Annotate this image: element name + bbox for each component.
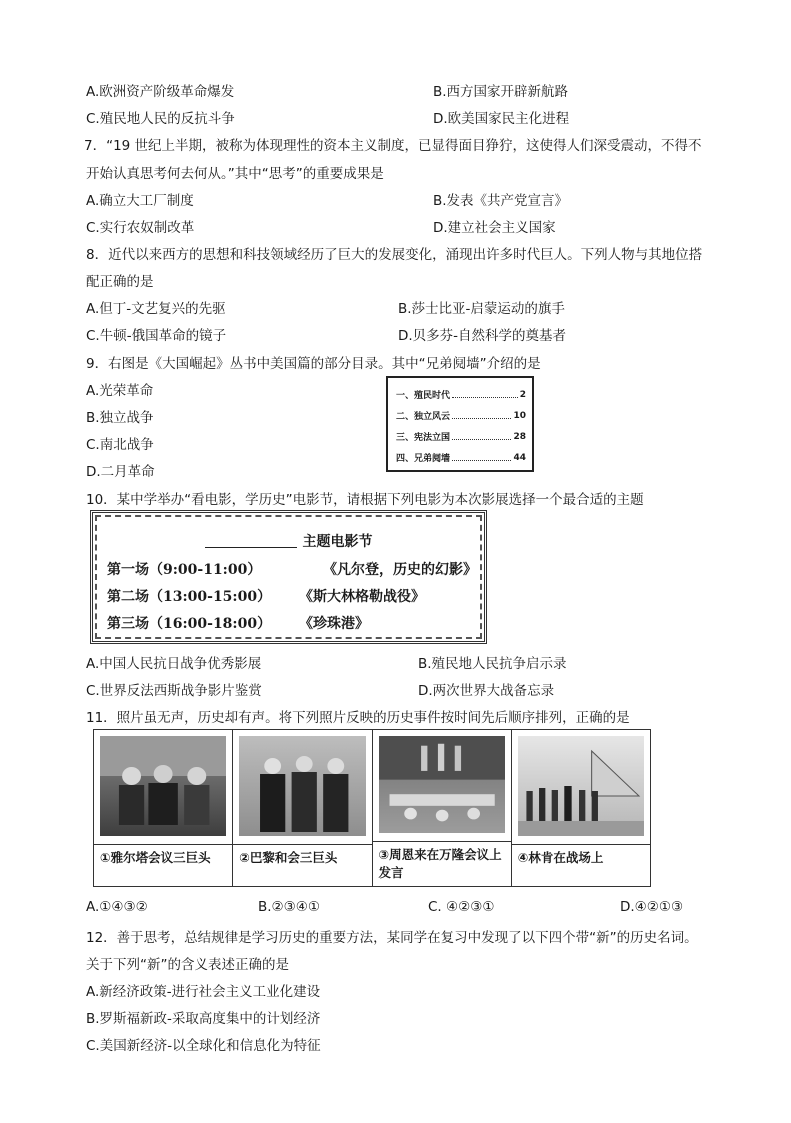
q12-option-a: A.新经济政策-进行社会主义工业化建设 [86,984,321,1000]
film-festival-box [90,510,487,644]
q9-option-b: B.独立战争 [86,410,154,426]
lincoln-photo [518,736,644,836]
toc-leader [452,454,511,461]
q7-stem-line1: 7．“19 世纪上半期，被称为体现理性的资本主义制度，已显得面目狰狞，这使得人们深受震动，不得不 [84,138,702,154]
session-slot: 第三场（16:00-18:00） [107,616,272,632]
q9-stem: 9．右图是《大国崛起》丛书中美国篇的部分目录。其中“兄弟阋墙”介绍的是 [86,356,541,372]
toc-leader [452,391,518,398]
q8-stem-line2: 配正确的是 [86,274,154,290]
toc-title: 三、宪法立国 [396,433,451,443]
q11-option-c: C. ④②③① [428,899,495,915]
photo-caption: ①雅尔塔会议三巨头 [94,844,232,886]
q12-option-b: B.罗斯福新政-采取高度集中的计划经济 [86,1011,321,1027]
q10-option-c: C.世界反法西斯战争影片鉴赏 [86,683,262,699]
toc-row [396,447,526,468]
toc-row [396,426,526,447]
toc-row [396,384,526,405]
toc-title: 二、独立风云 [396,412,451,422]
toc-page: 44 [513,452,526,463]
photo-caption: ②巴黎和会三巨头 [233,844,371,886]
q7-option-c: C.实行农奴制改革 [86,220,195,236]
festival-title-text: 主题电影节 [302,534,373,550]
q11-option-a: A.①④③② [86,899,148,915]
q11-stem: 11．照片虽无声，历史却有声。将下列照片反映的历史事件按时间先后顺序排列，正确的是 [86,710,630,726]
toc-leader [452,412,511,419]
photo-cell [233,730,372,886]
photo-caption: ④林肯在战场上 [512,844,650,886]
photo-cell [373,730,512,886]
q12-stem-line1: 12．善于思考，总结规律是学习历史的重要方法，某同学在复习中发现了以下四个带“新”的历史名词。 [86,930,698,946]
photo-caption: ③周恩来在万隆会议上发言 [373,841,511,886]
q8-option-d: D.贝多芬-自然科学的奠基者 [398,328,567,344]
q7-stem-line2: 开始认真思考何去何从。”其中“思考”的重要成果是 [86,166,384,182]
q8-option-b: B.莎士比亚-启蒙运动的旗手 [398,301,565,317]
table-of-contents-figure [386,376,534,472]
toc-row [396,405,526,426]
q8-option-c: C.牛顿-俄国革命的镜子 [86,328,227,344]
q7-option-a: A.确立大工厂制度 [86,193,194,209]
q11-option-b: B.②③④① [258,899,320,915]
q6-option-c: C.殖民地人民的反抗斗争 [86,111,235,127]
photo-cell [94,730,233,886]
session-slot: 第一场（9:00-11:00） [107,562,262,578]
session-slot: 第二场（13:00-15:00） [107,589,272,605]
toc-page: 28 [513,431,526,442]
q10-option-d: D.两次世界大战备忘录 [418,683,555,699]
bandung-photo [379,736,505,833]
q6-option-b: B.西方国家开辟新航路 [433,84,569,100]
festival-title [93,531,484,551]
q9-option-a: A.光荣革命 [86,383,154,399]
photo-strip [93,729,651,887]
toc-page: 2 [519,389,526,400]
q9-option-c: C.南北战争 [86,437,154,453]
q12-option-c: C.美国新经济-以全球化和信息化为特征 [86,1038,321,1054]
paris-conference-photo [239,736,365,836]
photo-cell [512,730,650,886]
toc-title: 一、殖民时代 [396,391,451,401]
q11-option-d: D.④②①③ [620,899,684,915]
session-film: 《凡尔登，历史的幻影》 [323,562,477,578]
yalta-photo [100,736,226,836]
q10-option-a: A.中国人民抗日战争优秀影展 [86,656,262,672]
answer-blank [205,547,297,548]
q8-stem-line1: 8．近代以来西方的思想和科技领域经历了巨大的发展变化，涌现出许多时代巨人。下列人物与其地位搭 [86,247,703,263]
toc-leader [452,433,511,440]
q8-option-a: A.但丁-文艺复兴的先驱 [86,301,226,317]
q10-stem: 10．某中学举办“看电影，学历史”电影节，请根据下列电影为本次影展选择一个最合适的主题 [86,492,644,508]
toc-page: 10 [513,410,526,421]
q7-option-d: D.建立社会主义国家 [433,220,556,236]
q7-option-b: B.发表《共产党宣言》 [433,193,569,209]
q10-option-b: B.殖民地人民抗争启示录 [418,656,567,672]
q12-stem-line2: 关于下列“新”的含义表述正确的是 [86,957,289,973]
q9-option-d: D.二月革命 [86,464,155,480]
toc-title: 四、兄弟阋墙 [396,454,451,464]
q6-option-d: D.欧美国家民主化进程 [433,111,570,127]
session-film: 《珍珠港》 [299,616,369,632]
session-film: 《斯大林格勒战役》 [299,589,425,605]
q6-option-a: A.欧洲资产阶级革命爆发 [86,84,235,100]
